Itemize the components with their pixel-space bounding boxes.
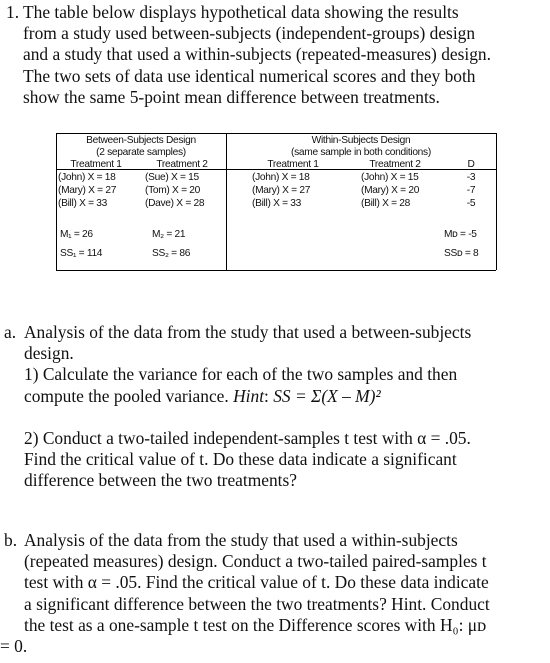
- part-a-step2-line: Find the critical value of t. Do these data indicate a significant: [24, 449, 457, 470]
- table-bottom-rule: [56, 270, 496, 271]
- question-line: from a study used between-subjects (independent-groups) design: [23, 23, 476, 44]
- part-b-line: test with α = .05. Find the critical value of t. Do these data indicate: [24, 572, 489, 593]
- within-t1-row3: (Bill) X = 33: [252, 198, 302, 209]
- question-line: and a study that used a within-subjects (repeated-measures) design.: [23, 44, 491, 65]
- question-line: The table below displays hypothetical data showing the results: [23, 2, 459, 22]
- within-t1-row1: (John) X = 18: [252, 172, 310, 183]
- within-title: Within-Subjects Design: [311, 135, 411, 146]
- data-table: [56, 133, 496, 273]
- within-col-d: D: [467, 159, 475, 170]
- question-line: show the same 5-point mean difference between treatments.: [23, 86, 440, 107]
- within-subtitle: (same sample in both conditions): [291, 147, 431, 158]
- part-a-step2-line: difference between the two treatments?: [24, 470, 297, 491]
- between-mean-1: M₁ = 26: [60, 229, 93, 240]
- part-a-step2-line: 2) Conduct a two-tailed independent-samples t test with α = .05.: [24, 427, 471, 448]
- within-d-row2: -7: [466, 185, 476, 196]
- between-col-treatment1: Treatment 1: [70, 159, 122, 170]
- part-a-label: a.: [4, 322, 17, 342]
- part-b-line: a significant difference between the two treatments? Hint. Conduct: [24, 593, 490, 614]
- within-d-row3: -5: [466, 198, 476, 209]
- hint-formula: SS = Σ(X – M)²: [273, 385, 381, 406]
- between-t2-row2: (Tom) X = 20: [145, 185, 200, 196]
- part-a-step1-hint-line: compute the pooled variance. Hint: SS = Σ(X – M)²: [24, 385, 381, 406]
- between-mean-2: M₂ = 21: [152, 229, 186, 240]
- within-mean-d: Mᴅ = -5: [444, 229, 477, 240]
- part-b-last-line: = 0.: [0, 636, 28, 656]
- hint-label: Hint: [233, 385, 265, 406]
- between-t2-row1: (Sue) X = 15: [145, 172, 199, 183]
- table-top-rule: [56, 133, 496, 134]
- part-b-label: b.: [4, 530, 18, 550]
- table-right-rule: [496, 133, 497, 270]
- part-a-step1-line: compute the pooled variance.: [24, 385, 229, 406]
- between-ss-1: SS₁ = 114: [60, 248, 103, 259]
- between-col-treatment2: Treatment 2: [156, 159, 208, 170]
- within-t2-row3: (Bill) X = 28: [361, 198, 411, 209]
- question-line: The two sets of data use identical numerical scores and they both: [23, 65, 476, 86]
- within-col-treatment1: Treatment 1: [267, 159, 319, 170]
- part-b-line: the test as a one-sample t test on the Difference scores with H₀: μᴅ: [24, 614, 487, 635]
- between-title: Between-Subjects Design: [86, 135, 196, 146]
- within-d-row1: -3: [466, 172, 476, 183]
- within-ss-d: SSᴅ = 8: [444, 248, 479, 259]
- part-a-intro-line: Analysis of the data from the study that used a between-subjects: [24, 322, 472, 342]
- part-a-step1-line: 1) Calculate the variance for each of the two samples and then: [24, 364, 458, 385]
- between-t2-row3: (Dave) X = 28: [145, 198, 205, 209]
- question-number: 1.: [6, 2, 20, 22]
- question-text: [23, 2, 550, 108]
- within-col-treatment2: Treatment 2: [369, 159, 421, 170]
- between-t1-row3: (Bill) X = 33: [58, 198, 108, 209]
- part-b-line: Analysis of the data from the study that used a within-subjects: [24, 530, 458, 550]
- within-t1-row2: (Mary) X = 27: [252, 185, 311, 196]
- between-subtitle: (2 separate samples): [96, 147, 186, 158]
- part-a-intro-line: design.: [24, 343, 74, 364]
- between-t1-row2: (Mary) X = 27: [58, 185, 117, 196]
- within-t2-row2: (Mary) X = 20: [361, 185, 420, 196]
- within-t2-row1: (John) X = 15: [361, 172, 419, 183]
- between-t1-row1: (John) X = 18: [58, 172, 116, 183]
- between-ss-2: SS₂ = 86: [152, 248, 191, 259]
- part-b-line: (repeated measures) design. Conduct a two-tailed paired-samples t: [24, 551, 487, 572]
